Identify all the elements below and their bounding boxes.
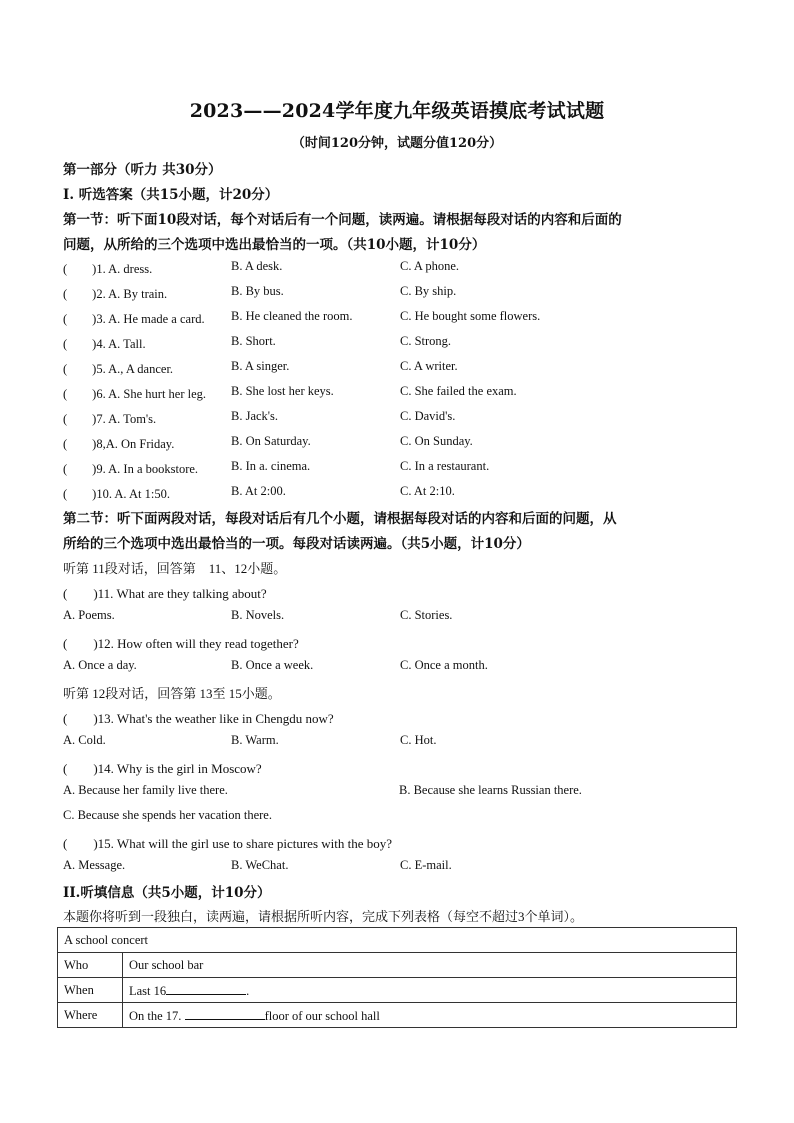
q15-option-b: B. WeChat.: [231, 858, 289, 872]
q8-stem-option-a: ( )8,A. On Friday.: [63, 437, 175, 451]
question-15: ( )15. What will the girl use to share pictures with the boy?: [63, 836, 393, 851]
q7-option-b: B. Jack's.: [231, 409, 279, 423]
exam-title: 2023——2024学年度九年级英语摸底考试试题: [189, 100, 605, 122]
dialogue11-intro: 听第 11段对话，回答第 11、12小题。: [63, 561, 287, 576]
question-11: ( )11. What are they talking about?: [63, 586, 267, 601]
section2-heading: II.听填信息（共5小题，计10分）: [63, 885, 271, 901]
when-value: Last 16: [129, 983, 167, 998]
who-value: Our school bar: [129, 957, 204, 972]
q11-option-c: C. Stories.: [400, 608, 453, 622]
q6-option-b: B. She lost her keys.: [231, 384, 334, 398]
table-key-who: Who: [58, 953, 123, 978]
table-header: A school concert: [58, 928, 737, 953]
when-tail: .: [246, 983, 250, 998]
q6-option-c: C. She failed the exam.: [400, 384, 517, 398]
table-header-row: [58, 928, 737, 953]
question-13: ( )13. What's the weather like in Chengdu now?: [63, 711, 334, 726]
answer-blank-16[interactable]: [166, 982, 246, 995]
table-value-where: [123, 1003, 737, 1028]
table-row: [58, 1003, 737, 1028]
section1-instruction-line1: 第一节：听下面10段对话，每个对话后有一个问题，读两遍。请根据每段对话的内容和后面的: [63, 212, 622, 228]
table-key-where: Where: [58, 1003, 123, 1028]
q8-option-c: C. On Sunday.: [400, 434, 473, 448]
q13-option-c: C. Hot.: [400, 733, 437, 747]
q5-stem-option-a: ( )5. A., A dancer.: [63, 362, 174, 376]
q4-option-b: B. Short.: [231, 334, 276, 348]
part1-heading: 第一部分（听力 共30分）: [63, 162, 222, 178]
section1b-instruction-line1: 第二节：听下面两段对话，每段对话后有几个小题，请根据每段对话的内容和后面的问题，从: [63, 511, 617, 527]
q2-stem-option-a: ( )2. A. By train.: [63, 287, 168, 301]
q13-option-b: B. Warm.: [231, 733, 279, 747]
q1-stem-option-a: ( )1. A. dress.: [63, 262, 153, 276]
q12-option-c: C. Once a month.: [400, 658, 488, 672]
question-14: ( )14. Why is the girl in Moscow?: [63, 761, 262, 776]
q3-option-c: C. He bought some flowers.: [400, 309, 541, 323]
q15-option-c: C. E-mail.: [400, 858, 452, 872]
q5-option-b: B. A singer.: [231, 359, 290, 373]
q12-option-b: B. Once a week.: [231, 658, 314, 672]
section1-heading: I. 听选答案（共15小题，计20分）: [63, 187, 279, 203]
table-value-when: [123, 978, 737, 1003]
q9-option-b: B. In a. cinema.: [231, 459, 311, 473]
q10-option-c: C. At 2:10.: [400, 484, 455, 498]
table-row: [58, 953, 737, 978]
q10-stem-option-a: ( )10. A. At 1:50.: [63, 487, 170, 501]
q2-option-b: B. By bus.: [231, 284, 284, 298]
section1b-instruction-line2: 所给的三个选项中选出最恰当的一项。每段对话读两遍。（共5小题，计10分）: [63, 536, 530, 552]
q6-stem-option-a: ( )6. A. She hurt her leg.: [63, 387, 207, 401]
q9-option-c: C. In a restaurant.: [400, 459, 490, 473]
section1-instruction-line2: 问题，从所给的三个选项中选出最恰当的一项。（共10小题，计10分）: [63, 237, 486, 253]
q11-option-a: A. Poems.: [63, 608, 115, 622]
answer-blank-17[interactable]: [185, 1007, 265, 1020]
q7-option-c: C. David's.: [400, 409, 456, 423]
q5-option-c: C. A writer.: [400, 359, 458, 373]
q14-option-a: A. Because her family live there.: [63, 783, 228, 797]
q4-stem-option-a: ( )4. A. Tall.: [63, 337, 146, 351]
q13-option-a: A. Cold.: [63, 733, 106, 747]
q1-option-c: C. A phone.: [400, 259, 460, 273]
where-value: On the 17.: [129, 1008, 182, 1023]
q12-option-a: A. Once a day.: [63, 658, 137, 672]
table-row: [58, 978, 737, 1003]
question-12: ( )12. How often will they read together?: [63, 636, 299, 651]
q9-stem-option-a: ( )9. A. In a bookstore.: [63, 462, 199, 476]
q10-option-b: B. At 2:00.: [231, 484, 286, 498]
q8-option-b: B. On Saturday.: [231, 434, 311, 448]
where-tail: floor of our school hall: [264, 1008, 380, 1023]
dialogue12-intro: 听第 12段对话，回答第 13至 15小题。: [63, 686, 281, 701]
q11-option-b: B. Novels.: [231, 608, 285, 622]
table-value-who: [123, 953, 737, 978]
section2-instruction: 本题你将听到一段独白，读两遍，请根据所听内容，完成下列表格（每空不超过3个单词）。: [63, 909, 584, 924]
info-table: [57, 927, 737, 1028]
q1-option-b: B. A desk.: [231, 259, 283, 273]
q15-option-a: A. Message.: [63, 858, 126, 872]
q14-option-b: B. Because she learns Russian there.: [399, 783, 582, 797]
q7-stem-option-a: ( )7. A. Tom's.: [63, 412, 157, 426]
q4-option-c: C. Strong.: [400, 334, 452, 348]
q2-option-c: C. By ship.: [400, 284, 457, 298]
exam-subtitle: （时间120分钟，试题分值120分）: [291, 136, 503, 151]
table-key-when: When: [58, 978, 123, 1003]
q14-option-c: C. Because she spends her vacation there.: [63, 808, 272, 822]
q3-option-b: B. He cleaned the room.: [231, 309, 353, 323]
q3-stem-option-a: ( )3. A. He made a card.: [63, 312, 205, 326]
